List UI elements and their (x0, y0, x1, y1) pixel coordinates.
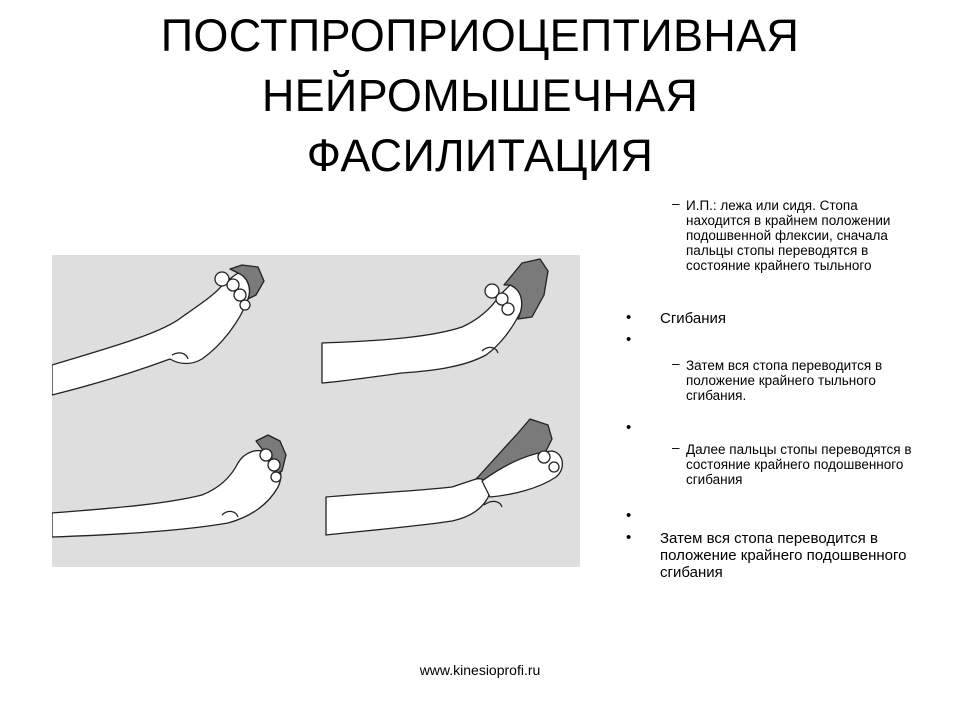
exercise-instructions-list (622, 198, 922, 581)
foot-panel-1 (52, 265, 264, 395)
foot-exercise-illustration (52, 255, 580, 567)
sub-bullet-full-dorsiflexion (622, 358, 922, 420)
bullet-marker: • (626, 419, 632, 436)
dash-marker: – (672, 356, 680, 371)
sub-bullet-text: Далее пальцы стопы переводятся в состояние крайнего подошвенного сгибания (686, 442, 912, 487)
foot-panel-4 (326, 419, 562, 535)
foot-illustration-svg (52, 255, 580, 567)
bullet-marker: • (626, 507, 632, 524)
bullet-text: Сгибания (660, 310, 727, 327)
title-line-1: ПОСТПРОПРИОЦЕПТИВНАЯ (160, 10, 800, 61)
bullet-empty (622, 420, 922, 442)
dash-marker: – (672, 196, 680, 211)
footer-website: www.kinesioprofi.ru (419, 662, 541, 678)
dash-marker: – (672, 440, 680, 455)
title-line-3: ФАСИЛИТАЦИЯ (306, 130, 654, 181)
sub-bullet-toes-plantarflexion (622, 442, 922, 508)
bullet-marker: • (626, 529, 632, 546)
bullet-empty (622, 332, 922, 358)
title-line-2: НЕЙРОМЫШЕЧНАЯ (261, 70, 699, 121)
bullet-empty (622, 508, 922, 530)
bullet-flexion (622, 310, 922, 332)
bullet-marker: • (626, 309, 632, 326)
foot-panel-3 (52, 435, 286, 537)
sub-bullet-text: Затем вся стопа переводится в положение крайнего тыльного сгибания. (686, 358, 883, 403)
foot-panel-2 (322, 259, 548, 383)
bullet-text: Затем вся стопа переводится в положение крайнего подошвенного сгибания (660, 530, 907, 581)
sub-bullet-initial-position (622, 198, 922, 310)
slide-title (60, 6, 900, 186)
bullet-full-plantarflexion (622, 530, 922, 581)
sub-bullet-text: И.П.: лежа или сидя. Стопа находится в крайнем положении подошвенной флексии, сначала пальцы стопы переводятся в состояние крайнего тыльного (686, 198, 891, 273)
bullet-marker: • (626, 331, 632, 348)
